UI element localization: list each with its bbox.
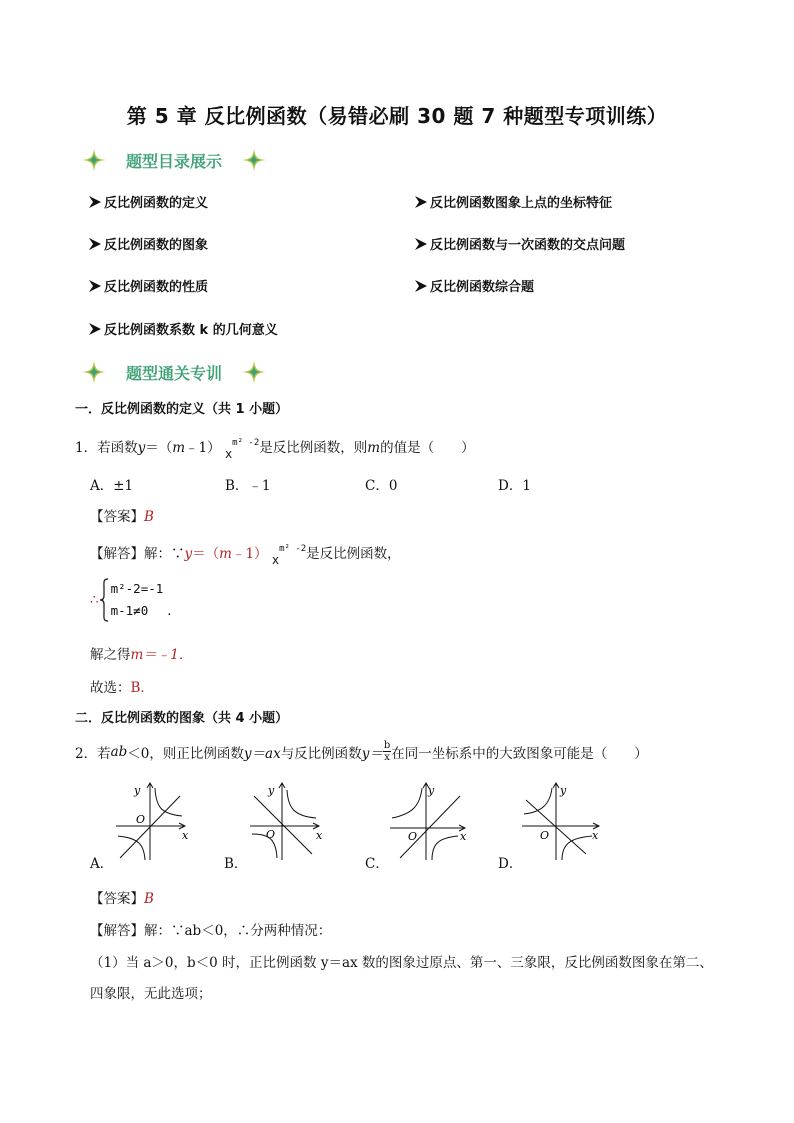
solve-row <box>90 643 192 663</box>
q-var: m <box>367 440 381 456</box>
solve-result: m＝﹣1． <box>130 647 193 663</box>
fraction-numerator: b <box>383 740 391 751</box>
answer-value: B <box>144 509 154 525</box>
solution-text: 是反比例函数， <box>306 546 401 562</box>
arrow-right-icon <box>414 237 428 251</box>
answer-label: 【答案】 <box>90 509 144 525</box>
train-section-header <box>62 360 286 384</box>
sparkle-icon <box>82 148 106 172</box>
solution-label: 【解答】 <box>90 546 144 562</box>
solution-row <box>90 542 401 567</box>
option-b[interactable]: B．﹣1 <box>225 478 271 494</box>
toc-item-label: 反比例函数图象上点的坐标特征 <box>430 196 613 211</box>
arrow-right-icon <box>88 279 102 293</box>
q-var: m <box>172 440 186 456</box>
axis-x-label: x <box>460 830 467 843</box>
graph-option-a[interactable] <box>112 782 198 862</box>
toc-item[interactable] <box>88 276 208 295</box>
toc-item-label: 反比例函数的性质 <box>104 280 209 295</box>
option-d[interactable]: D．1 <box>498 478 531 494</box>
train-header-label: 题型通关专训 <box>126 363 223 383</box>
option-c[interactable]: C．0 <box>365 478 398 494</box>
q-text: 2．若 <box>75 745 111 762</box>
toc-item[interactable] <box>88 192 208 211</box>
sol-text: ﹣1） <box>231 546 268 562</box>
equation-line: m-1≠0 <box>110 603 149 618</box>
therefore-symbol: ∴ <box>90 592 99 608</box>
sol-exponent: m² -2 <box>279 544 307 554</box>
sparkle-icon <box>242 148 266 172</box>
arrow-right-icon <box>414 195 428 209</box>
origin-label: O <box>408 830 418 843</box>
answer-row <box>90 887 154 907</box>
arrow-right-icon <box>88 237 102 251</box>
solution-label: 【解答】 <box>90 923 144 939</box>
toc-section-header <box>62 148 286 172</box>
axis-x-label: x <box>316 829 323 842</box>
toc-item[interactable] <box>414 192 612 211</box>
solution-row <box>90 919 331 939</box>
sol-var: x <box>271 553 280 567</box>
question-2 <box>75 740 648 763</box>
answer-value: B <box>144 891 154 907</box>
toc-item-label: 反比例函数与一次函数的交点问题 <box>430 238 626 253</box>
toc-header-label: 题型目录展示 <box>126 151 223 171</box>
solution-text: 解：∵ <box>144 546 185 562</box>
origin-label: O <box>136 813 146 826</box>
sol-var: m <box>219 546 232 562</box>
section-heading: 一．反比例函数的定义（共 1 小题） <box>75 402 289 417</box>
solve-text: 解之得 <box>90 647 131 663</box>
answer-row <box>90 505 154 525</box>
q-text: 是反比例函数，则 <box>259 440 368 456</box>
q-text: ＜0，则正比例函数 <box>127 745 244 762</box>
section-heading: 二．反比例函数的图象（共 4 小题） <box>75 711 289 726</box>
punctuation: ． <box>167 603 181 619</box>
arrow-right-icon <box>88 322 102 336</box>
toc-item[interactable] <box>88 319 278 338</box>
q-text: 与反比例函数 <box>280 745 362 762</box>
question-1 <box>75 436 475 461</box>
q-text: ＝（ <box>145 440 173 456</box>
q-text: 的值是（ ） <box>380 440 475 456</box>
q-var: ab <box>110 743 128 760</box>
answer-label: 【答案】 <box>90 891 144 907</box>
q-expr: y＝ <box>361 745 383 762</box>
solution-text: 解：∵ab＜0，∴分两种情况： <box>144 923 332 939</box>
case-1-line: （1）当 a＞0，b＜0 时，正比例函数 y＝ax 数的图象过原点、第一、三象限，反比例函数图象在第二、 <box>90 955 713 971</box>
q-text: 1．若函数 <box>75 440 138 456</box>
toc-item-label: 反比例函数综合题 <box>430 280 535 295</box>
axis-x-label: x <box>592 829 599 842</box>
q-expr: y＝ax <box>243 745 281 762</box>
arrow-right-icon <box>414 279 428 293</box>
graph-label-d: D． <box>498 856 523 872</box>
graph-option-b[interactable] <box>246 782 332 862</box>
sol-text: ＝（ <box>192 546 220 562</box>
page-title: 第 5 章 反比例函数（易错必刷 30 题 7 种题型专项训练） <box>126 104 668 128</box>
arrow-right-icon <box>88 195 102 209</box>
graph-label-b: B． <box>224 856 248 872</box>
toc-item[interactable] <box>414 276 534 295</box>
graph-label-a: A． <box>90 856 114 872</box>
origin-label: O <box>266 828 276 841</box>
q-var: y <box>137 440 146 456</box>
axis-y-label: y <box>134 784 141 797</box>
graph-option-c[interactable] <box>386 782 472 862</box>
q-exponent: m² -2 <box>232 438 260 448</box>
sparkle-icon <box>82 360 106 384</box>
q-var: x <box>224 447 233 461</box>
choose-answer: B． <box>130 680 154 696</box>
equation-system <box>90 578 181 622</box>
axis-y-label: y <box>560 784 567 797</box>
toc-item[interactable] <box>88 234 208 253</box>
brace-icon <box>99 578 109 622</box>
toc-item-label: 反比例函数的图象 <box>104 238 209 253</box>
q-text: ﹣1） <box>185 440 221 456</box>
equation-line: m²-2=-1 <box>110 581 164 596</box>
origin-label: O <box>540 829 550 842</box>
option-a[interactable]: A．±1 <box>90 478 134 494</box>
q-text: 在同一坐标系中的大致图象可能是（ ） <box>391 745 648 762</box>
toc-item-label: 反比例函数的定义 <box>104 196 209 211</box>
fraction-denominator: x <box>384 752 390 763</box>
choose-row <box>90 676 154 696</box>
graph-label-c: C． <box>365 856 389 872</box>
sparkle-icon <box>242 360 266 384</box>
case-1-line-2: 四象限，无此选项； <box>90 986 212 1002</box>
toc-item-label: 反比例函数系数 k 的几何意义 <box>104 323 278 338</box>
toc-item[interactable] <box>414 234 625 253</box>
axis-y-label: y <box>428 784 435 797</box>
graph-option-d[interactable] <box>520 782 606 862</box>
choose-text: 故选： <box>90 680 131 696</box>
axis-y-label: y <box>268 784 275 797</box>
fraction <box>383 740 391 763</box>
sol-var: y <box>184 546 193 562</box>
axis-x-label: x <box>182 829 189 842</box>
